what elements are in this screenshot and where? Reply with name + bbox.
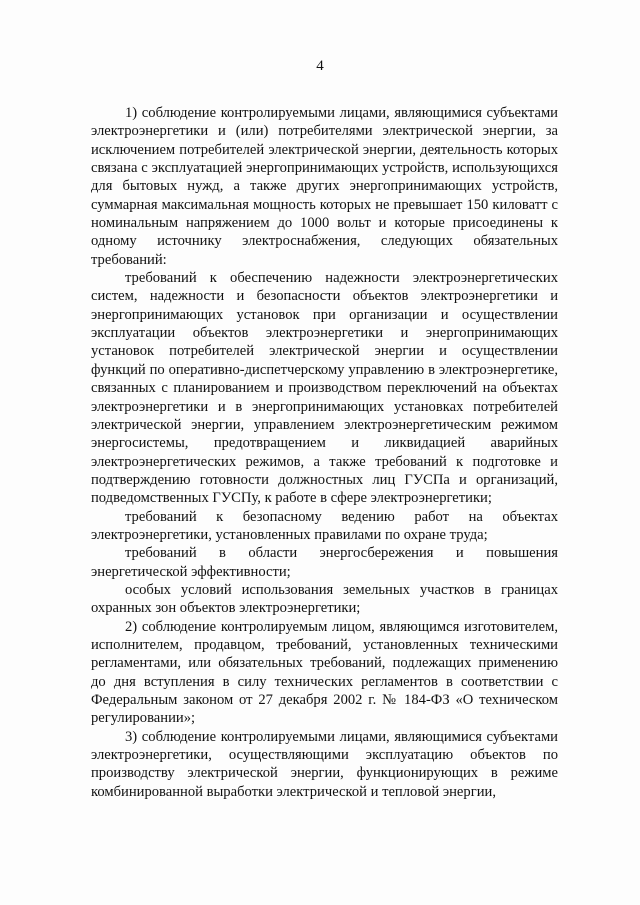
paragraph-5: особых условий использования земельных участков в границах охранных зон объектов электроэнергетики; <box>91 581 558 617</box>
page-number: 4 <box>316 58 324 74</box>
paragraph-7: 3) соблюдение контролируемыми лицами, являющимися субъектами электроэнергетики, осуществляющими эксплуатацию объектов по производству электрической энергии, функционирующих в режиме комбинированной выработки электрической и тепловой энергии, <box>91 728 558 800</box>
document-body <box>91 104 558 801</box>
paragraph-4: требований в области энергосбережения и повышения энергетической эффективности; <box>91 545 558 580</box>
paragraph-1: 1) соблюдение контролируемыми лицами, являющимися субъектами электроэнергетики и (или) потребителями электрической энергии, за исключением потребителей электрической энергии, деятельность которых связана с эксплуатацией энергопринимающих устройств, использующихся для бытовых нужд, а также других энергопринимающих устройств, суммарная максимальная мощность которых не превышает 150 киловатт с номинальным напряжением до 1000 вольт и которые присоединены к одному источнику электроснабжения, следующих обязательных требований: <box>91 105 558 268</box>
paragraph-2: требований к обеспечению надежности электроэнергетических систем, надежности и безопасности объектов электроэнергетики и энергопринимающих установок при организации и осуществлении эксплуатации объектов электроэнергетики и энергопринимающих установок потребителей электрической энергии и осуществлении функций по оперативно-диспетчерскому управлению в электроэнергетике, связанных с планированием и производством переключений на объектах электроэнергетики и в энергопринимающих установках потребителей электрической энергии, управлением электроэнергетическим режимом энергосистемы, предотвращением и ликвидацией аварийных электроэнергетических режимов, а также требований к подготовке и подтверждению готовности должностных лиц ГУСПа и организаций, подведомственных ГУСПу, к работе в сфере электроэнергетики; <box>91 270 558 507</box>
paragraph-6: 2) соблюдение контролируемым лицом, являющимся изготовителем, исполнителем, продавцом, требований, установленных техническими регламентами, или обязательных требований, подлежащих применению до дня вступления в силу технических регламентов в соответствии с Федеральным законом от 27 декабря 2002 г. № 184-ФЗ «О техническом регулировании»; <box>91 618 558 727</box>
paragraph-3: требований к безопасному ведению работ на объектах электроэнергетики, установленных правилами по охране труда; <box>91 508 558 543</box>
